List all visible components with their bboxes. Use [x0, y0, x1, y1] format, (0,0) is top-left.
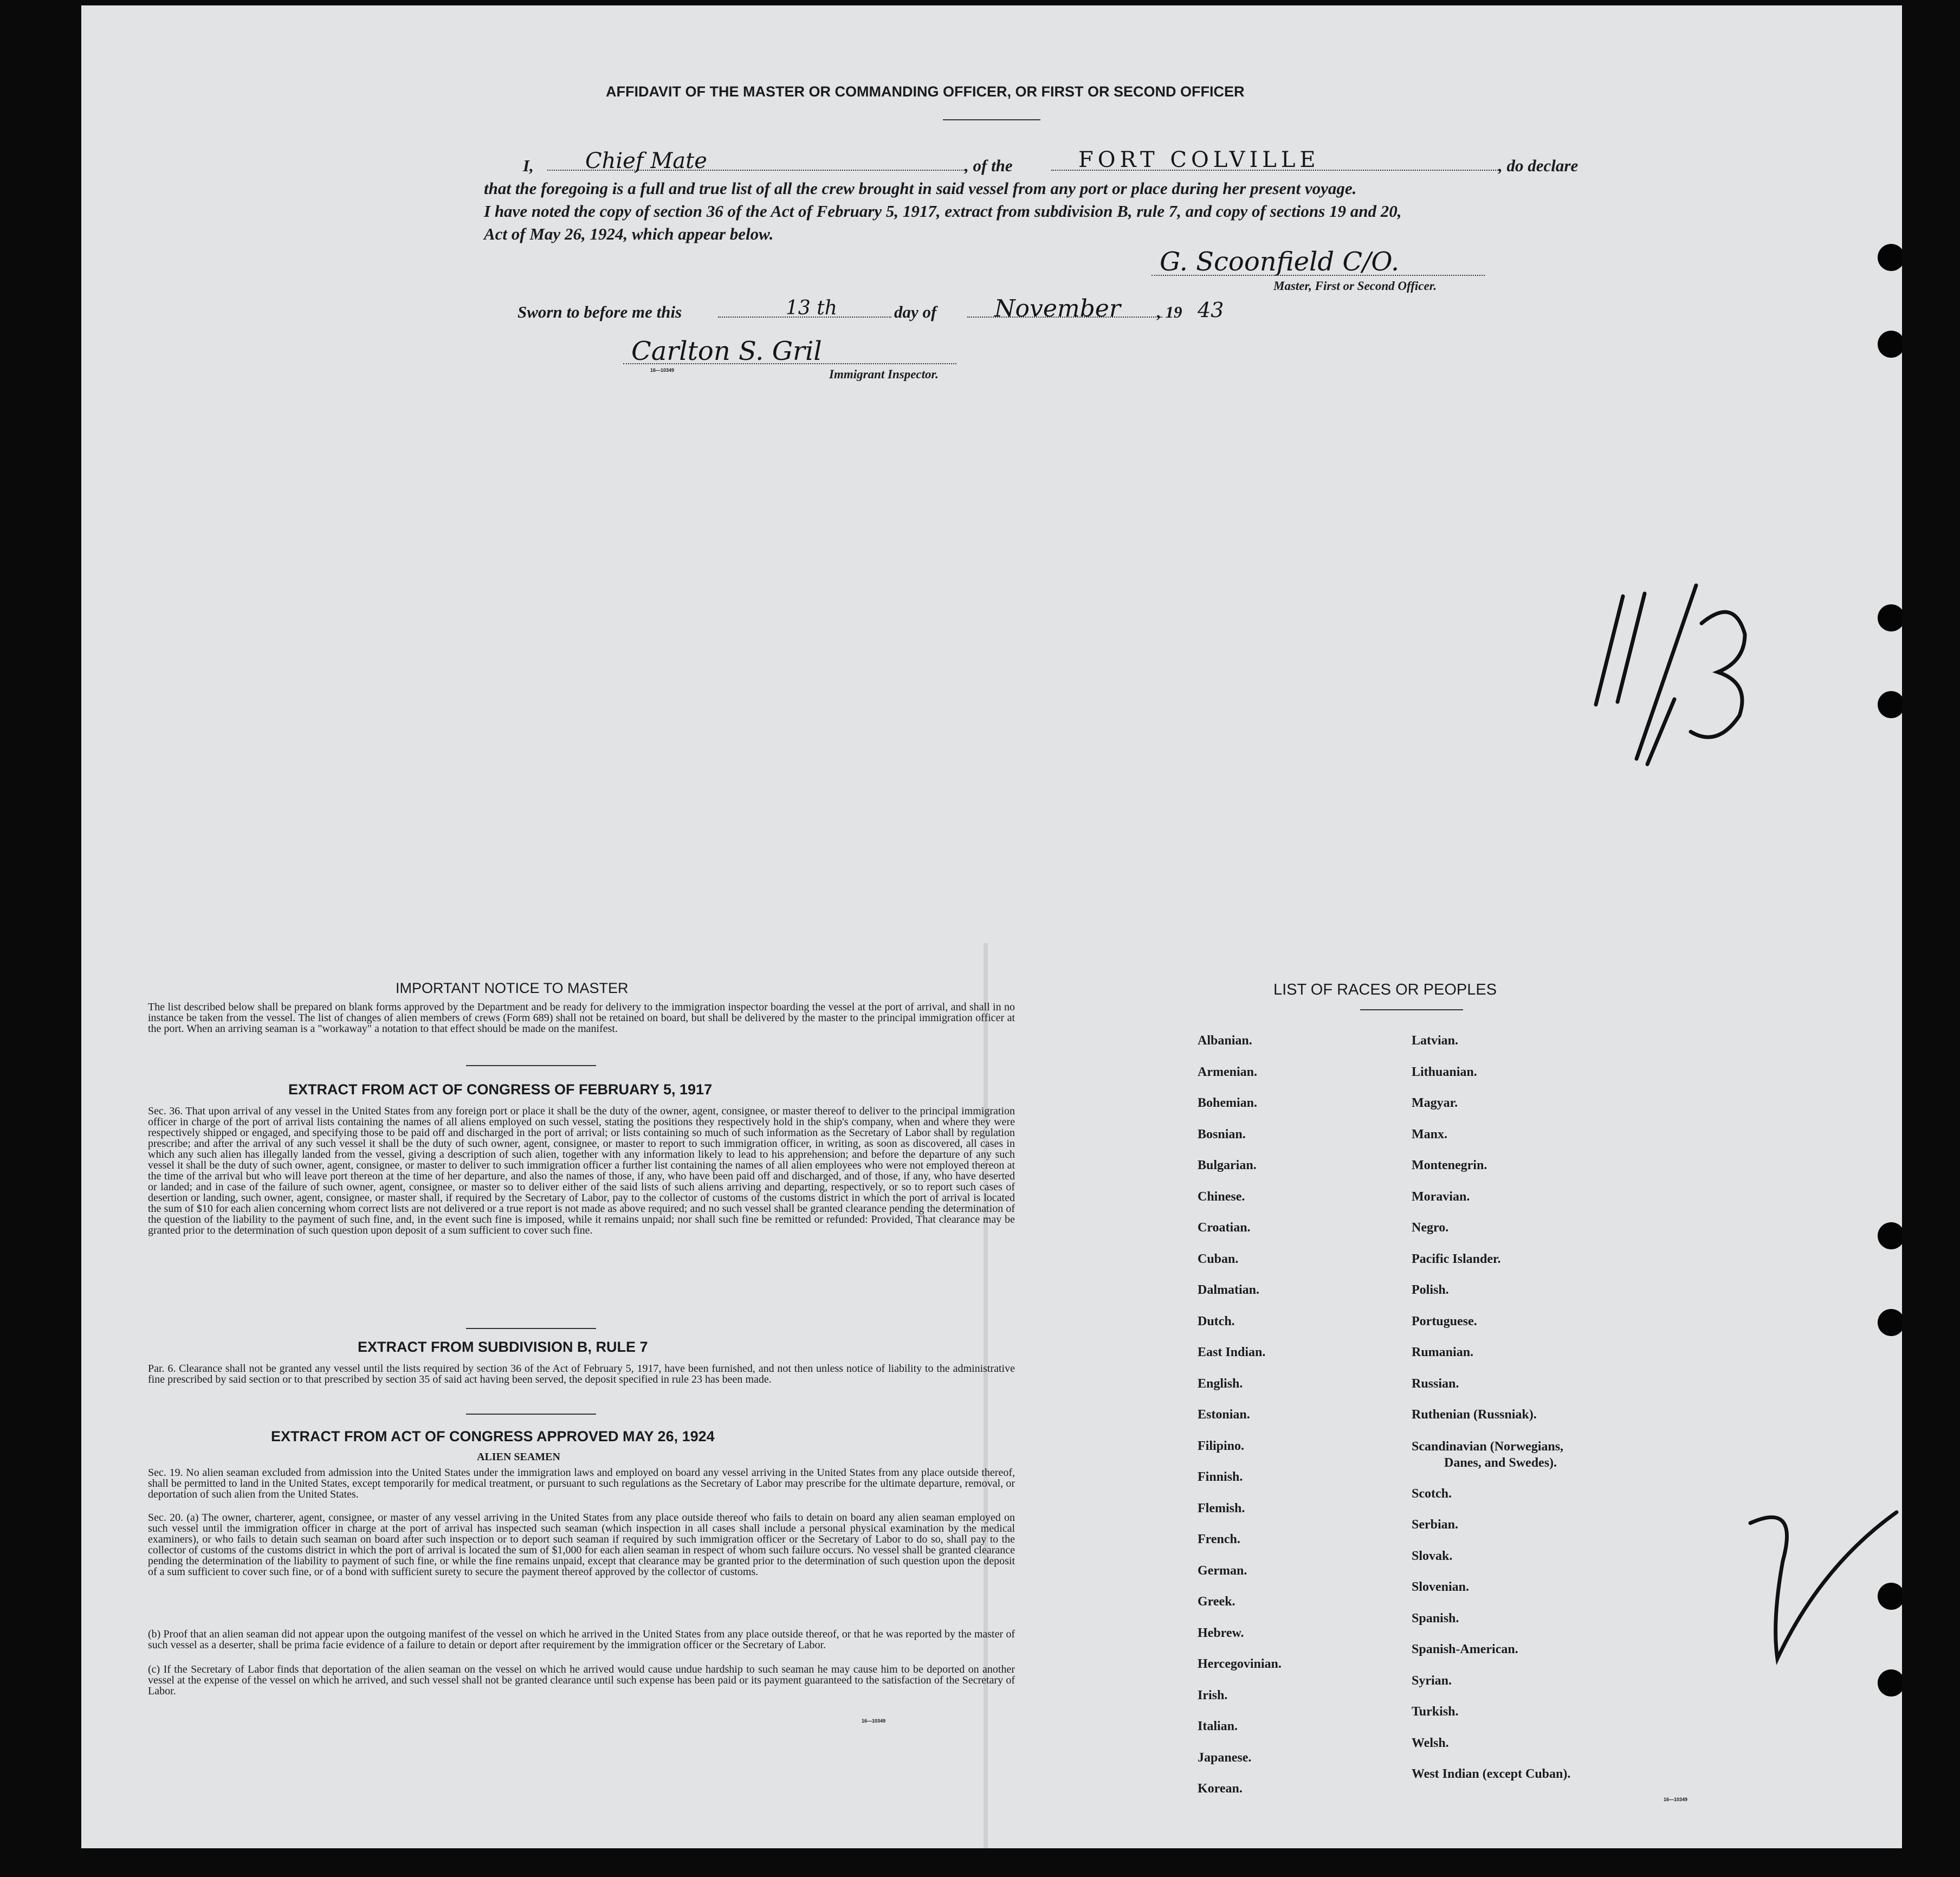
- race-item: Pacific Islander.: [1412, 1252, 1501, 1266]
- day-of-label: day of: [894, 302, 937, 321]
- officer-signature: G. Scoonfield C/O.: [1160, 247, 1400, 277]
- race-item: Armenian.: [1198, 1065, 1257, 1079]
- year-prefix: , 19: [1157, 302, 1182, 321]
- race-item: Syrian.: [1412, 1673, 1452, 1688]
- race-item: Korean.: [1198, 1782, 1243, 1796]
- sworn-label: Sworn to before me this: [518, 302, 682, 321]
- race-item: Scandinavian (Norwegians,: [1412, 1439, 1564, 1454]
- race-item: Portuguese.: [1412, 1314, 1477, 1328]
- line1-mid: , of the: [965, 156, 1013, 175]
- race-item: Finnish.: [1198, 1470, 1243, 1484]
- extract1917-title: EXTRACT FROM ACT OF CONGRESS OF FEBRUARY 5, 1917: [288, 1081, 713, 1098]
- line1-end: , do declare: [1498, 156, 1579, 175]
- race-item: East Indian.: [1198, 1345, 1266, 1359]
- race-item: Chinese.: [1198, 1189, 1245, 1204]
- inspector-signature-line: [623, 363, 956, 364]
- declarant-handwriting: Chief Mate: [585, 149, 707, 173]
- race-item: Japanese.: [1198, 1750, 1252, 1765]
- race-item: Bulgarian.: [1198, 1158, 1257, 1172]
- race-item: Slovenian.: [1412, 1580, 1470, 1594]
- extract1924-sec20a: Sec. 20. (a) The owner, charterer, agent, consignee, or master of any vessel arriving in the United States from any place outside thereof who fails to detain on board any alien seaman employed on such vessel until the immigration officer in charge at the port of arrival has inspected such seaman (which inspection in all cases shall include a personal physical examination by the medical examiners), or who fails to detain such seaman on board after such inspection or to deport such seaman if required by such immigration officer or the Secretary of Labor to do so, shall pay to the collector of customs of the customs district in which the port of arrival is located the sum of $1,000 for each alien seaman in respect of whom such failure occurs. No vessel shall be granted clearance pending the determination of the liability to payment of such fine, or while the fine remains unpaid, except that clearance may be granted prior to the determination of such question upon the deposit of a sum sufficient to cover such fine, or of a bond with sufficient surety to secure the payment thereof approved by the collector of customs.: [148, 1512, 1015, 1578]
- race-item: Rumanian.: [1412, 1345, 1474, 1359]
- race-item: Hebrew.: [1198, 1626, 1244, 1640]
- sworn-month: November: [994, 295, 1121, 322]
- extract1924-sec19: Sec. 19. No alien seaman excluded from admission into the United States under the immigration laws and employed on board any vessel arriving in the United States from any place outside thereof, shall be permitted to land in the United States, except temporarily for medical treatment, or pursuant to such regulations as the Secretary of Labor may prescribe for the ultimate departure, removal, or deportation of such alien from the United States.: [148, 1467, 1015, 1500]
- officer-caption: Master, First or Second Officer.: [1273, 279, 1437, 293]
- race-item: Cuban.: [1198, 1252, 1239, 1266]
- race-item: Hercegovinian.: [1198, 1657, 1282, 1671]
- sworn-day: 13 th: [786, 297, 837, 319]
- extract1917-rule: [466, 1328, 596, 1329]
- date-annotation: [1571, 575, 1756, 770]
- race-item: English.: [1198, 1376, 1243, 1391]
- line1-start: I,: [523, 156, 534, 175]
- punch-hole: [1878, 604, 1902, 631]
- extract1924-title: EXTRACT FROM ACT OF CONGRESS APPROVED MAY 26, 1924: [271, 1428, 715, 1444]
- affidavit-title: AFFIDAVIT OF THE MASTER OR COMMANDING OFFICER, OR FIRST OR SECOND OFFICER: [606, 83, 1245, 100]
- race-item: Welsh.: [1412, 1736, 1449, 1750]
- races-title: LIST OF RACES OR PEOPLES: [1273, 981, 1497, 998]
- race-item: Bohemian.: [1198, 1096, 1258, 1110]
- race-item: Dutch.: [1198, 1314, 1235, 1328]
- notice-body: The list described below shall be prepared on blank forms approved by the Department and be ready for delivery to the immigration inspector boarding the vessel at the port of arrival, and shall in no instance be taken from the vessel. The list of changes of alien members of crews (Form 689) shall not be retained on board, but shall be delivered by the master to the principal immigration officer at the port. When an arriving seaman is a "workaway" a notation to that effect should be made on the manifest.: [148, 1001, 1015, 1035]
- extract1924-sec20c: (c) If the Secretary of Labor finds that deportation of the alien seaman on the vessel on which he arrived would cause undue hardship to such seaman he may cause him to be deported on another vessel at the expense of the vessel on which he arrived, and such vessel shall not be granted clearance until such expense has been paid or its payment guaranteed to the satisfaction of the Secretary of Labor.: [148, 1663, 1015, 1697]
- punch-hole: [1878, 1222, 1902, 1249]
- race-item: French.: [1198, 1532, 1240, 1546]
- race-item: Montenegrin.: [1412, 1158, 1487, 1172]
- check-annotation: [1739, 1491, 1902, 1686]
- header-form-number: 16—10349: [650, 367, 675, 373]
- line2: that the foregoing is a full and true list of all the crew brought in said vessel from any port or place during her present voyage.: [484, 179, 1357, 198]
- race-item: Ruthenian (Russniak).: [1412, 1408, 1537, 1422]
- punch-hole: [1878, 331, 1902, 358]
- race-item: Lithuanian.: [1412, 1065, 1477, 1079]
- inspector-caption: Immigrant Inspector.: [829, 367, 939, 381]
- race-item: Estonian.: [1198, 1408, 1250, 1422]
- race-item: Irish.: [1198, 1688, 1228, 1702]
- race-item: German.: [1198, 1563, 1247, 1578]
- inspector-signature: Carlton S. Gril: [631, 336, 822, 366]
- page-fold: [984, 943, 988, 1848]
- extract1924-form-number: 16—10349: [862, 1718, 886, 1724]
- race-item: Magyar.: [1412, 1096, 1458, 1110]
- race-item: Latvian.: [1412, 1034, 1459, 1048]
- race-item: Greek.: [1198, 1595, 1235, 1609]
- title-rule: [943, 119, 1040, 120]
- notice-rule: [466, 1065, 596, 1066]
- extract1917-body: Sec. 36. That upon arrival of any vessel in the United States from any foreign port or place it shall be the duty of the owner, agent, consignee, or master thereof to deliver to the principal immigration officer in charge of the port of arrival lists containing the names of all aliens employed on such vessel, stating the positions they respectively hold in the ship's company, when and where they were respectively shipped or engaged, and specifying those to be paid off and discharged in the port of arrival; or lists containing so much of such information as the Secretary of Labor shall by regulation prescribe; and after the arrival of any such vessel it shall be the duty of such owner, agent, consignee, or master to report to such immigration officer, in writing, as soon as discovered, all cases in which any such alien has illegally landed from the vessel, giving a description of such alien, together with any information likely to lead to his apprehension; and before the departure of any such vessel it shall be the duty of such owner, agent, consignee, or master to deliver to such immigration officer a further list containing the names of all alien employees who were not employed thereon at the time of the arrival but who will leave port thereon at the time of her departure, and also the names of those, if any, who have been paid off and discharged, and of those, if any, who have deserted or landed; and in case of the failure of such owner, agent, consignee, or master so to deliver either of the said lists of such aliens arriving and departing, respectively, or so to report such cases of desertion or landing, such owner, agent, consignee, or master shall, if required by the Secretary of Labor, pay to the collector of customs of the customs district in which the port of arrival is located the sum of $10 for each alien concerning whom correct lists are not delivered or a true report is not made as above required; and no such vessel shall be granted clearance pending the determination of the question of the liability to the payment of such fine, and, in the event such fine is imposed, while it remains unpaid; nor shall such fine be remitted or refunded: Provided, That clearance may be granted prior to the determination of such question upon deposit of a sum sufficient to cover such fine.: [148, 1105, 1015, 1236]
- punch-hole: [1878, 1583, 1902, 1610]
- race-item: West Indian (except Cuban).: [1412, 1767, 1571, 1781]
- document-page: [81, 5, 1902, 1848]
- vessel-handwriting: FORT COLVILLE: [1078, 147, 1320, 172]
- race-item: Negro.: [1412, 1221, 1449, 1235]
- race-item: Italian.: [1198, 1719, 1238, 1733]
- races-column-1: [1198, 1025, 1282, 1805]
- race-item: Bosnian.: [1198, 1127, 1246, 1141]
- race-item: Russian.: [1412, 1376, 1459, 1391]
- races-rule: [1360, 1009, 1463, 1010]
- punch-hole: [1878, 691, 1902, 718]
- punch-hole: [1878, 244, 1902, 271]
- race-item: Dalmatian.: [1198, 1283, 1259, 1297]
- race-item: Manx.: [1412, 1127, 1447, 1141]
- rule7-rule: [466, 1414, 596, 1415]
- race-item: Albanian.: [1198, 1034, 1252, 1048]
- race-item: Turkish.: [1412, 1705, 1459, 1719]
- line3: I have noted the copy of section 36 of the Act of February 5, 1917, extract from subdivision B, rule 7, and copy of sections 19 and 20,: [484, 202, 1402, 221]
- line4: Act of May 26, 1924, which appear below.: [484, 224, 774, 243]
- race-item: Serbian.: [1412, 1518, 1459, 1532]
- race-item: Spanish-American.: [1412, 1642, 1518, 1656]
- punch-hole: [1878, 1309, 1902, 1336]
- race-item: Croatian.: [1198, 1221, 1251, 1235]
- rule7-body: Par. 6. Clearance shall not be granted any vessel until the lists required by section 36 of the Act of February 5, 1917, have been furnished, and not then unless notice of liability to the administrative fine prescribed by said section or to that prescribed by section 35 of said act having been served, the deposit specified in rule 23 has been made.: [148, 1363, 1015, 1385]
- races-column-2: [1412, 1025, 1570, 1790]
- race-item: Flemish.: [1198, 1501, 1245, 1515]
- extract1924-subtitle: ALIEN SEAMEN: [477, 1451, 560, 1463]
- notice-title: IMPORTANT NOTICE TO MASTER: [396, 980, 629, 996]
- races-form-number: 16—10349: [1664, 1797, 1688, 1802]
- punch-hole: [1878, 1669, 1902, 1697]
- rule7-title: EXTRACT FROM SUBDIVISION B, RULE 7: [358, 1339, 648, 1355]
- race-item: Moravian.: [1412, 1189, 1470, 1204]
- extract1924-sec20b: (b) Proof that an alien seaman did not appear upon the outgoing manifest of the vessel on which he arrived in the United States from any place outside thereof, or that he was reported by the master of such vessel as a deserter, shall be prima facie evidence of a failure to detain or deport after requirement by the immigration officer or the Secretary of Labor.: [148, 1628, 1015, 1651]
- race-item: Scotch.: [1412, 1486, 1452, 1501]
- race-item: Spanish.: [1412, 1611, 1459, 1626]
- race-item: Polish.: [1412, 1283, 1449, 1297]
- race-item: Filipino.: [1198, 1439, 1245, 1453]
- officer-signature-line: [1152, 275, 1485, 276]
- race-item: Slovak.: [1412, 1549, 1453, 1563]
- race-item: Danes, and Swedes).: [1444, 1455, 1557, 1470]
- year-suffix: 43: [1198, 298, 1224, 322]
